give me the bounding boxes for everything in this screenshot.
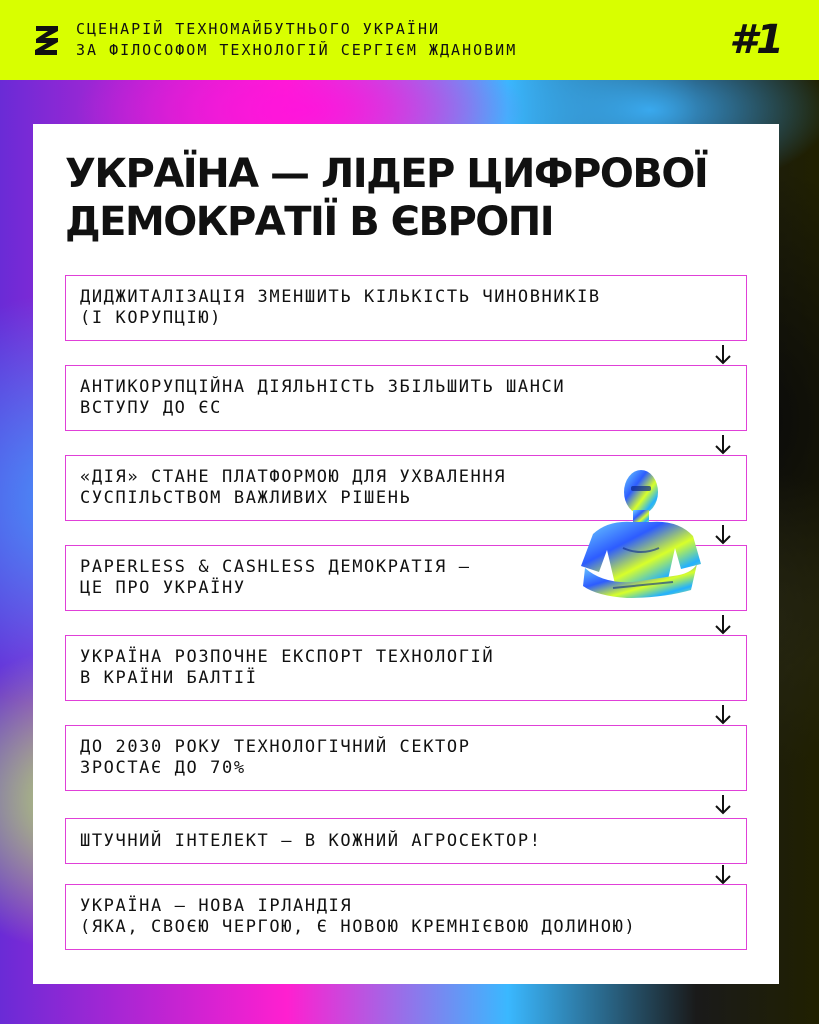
step-text-line: (ЯКА, СВОЄЮ ЧЕРГОЮ, Є НОВОЮ КРЕМНІЄВОЮ ДОЛИНОЮ) xyxy=(80,917,637,937)
content-card xyxy=(33,124,779,984)
step-text-line: УКРАЇНА — НОВА ІРЛАНДІЯ xyxy=(80,896,353,916)
arrow-down-icon xyxy=(711,704,735,726)
step-text-line: В КРАЇНИ БАЛТІЇ xyxy=(80,668,258,688)
arrow-down-icon xyxy=(711,614,735,636)
step-text-line: (І КОРУПЦІЮ) xyxy=(80,308,223,328)
step-box xyxy=(65,725,747,791)
robot-illustration xyxy=(563,464,713,614)
title-line1: УКРАЇНА — ЛІДЕР ЦИФРОВОЇ xyxy=(65,151,708,197)
step-text-line: ЗРОСТАЄ ДО 70% xyxy=(80,758,246,778)
arrow-down-icon xyxy=(711,794,735,816)
step-box xyxy=(65,884,747,950)
step-text-line: УКРАЇНА РОЗПОЧНЕ ЕКСПОРТ ТЕХНОЛОГІЙ xyxy=(80,647,495,667)
step-text-line: «ДІЯ» СТАНЕ ПЛАТФОРМОЮ ДЛЯ УХВАЛЕННЯ xyxy=(80,467,507,487)
step-box xyxy=(65,275,747,341)
top-banner xyxy=(0,0,819,80)
step-text-line: PAPERLESS & CASHLESS ДЕМОКРАТІЯ — xyxy=(80,557,471,577)
step-text-line: АНТИКОРУПЦІЙНА ДІЯЛЬНІСТЬ ЗБІЛЬШИТЬ ШАНСИ xyxy=(80,377,566,397)
arrow-down-icon xyxy=(711,434,735,456)
series-subtitle-line1: СЦЕНАРІЙ ТЕХНОМАЙБУТНЬОГО УКРАЇНИ xyxy=(76,20,441,38)
step-box xyxy=(65,818,747,864)
series-subtitle xyxy=(76,19,729,61)
arrow-down-icon xyxy=(711,524,735,546)
step-text-line: ВСТУПУ ДО ЄС xyxy=(80,398,223,418)
arrow-down-icon xyxy=(711,864,735,886)
step-text-line: СУСПІЛЬСТВОМ ВАЖЛИВИХ РІШЕНЬ xyxy=(80,488,412,508)
arrow-down-icon xyxy=(711,344,735,366)
issue-number: #1 xyxy=(729,17,783,63)
z-logo-icon xyxy=(32,21,62,59)
step-box xyxy=(65,365,747,431)
title-line2: ДЕМОКРАТІЇ В ЄВРОПІ xyxy=(65,199,554,245)
step-text-line: ШТУЧНИЙ ІНТЕЛЕКТ — В КОЖНИЙ АГРОСЕКТОР! xyxy=(80,830,542,851)
step-box xyxy=(65,635,747,701)
step-text-line: ДИДЖИТАЛІЗАЦІЯ ЗМЕНШИТЬ КІЛЬКІСТЬ ЧИНОВНИКІВ xyxy=(80,287,601,307)
series-subtitle-line2: ЗА ФІЛОСОФОМ ТЕХНОЛОГІЙ СЕРГІЄМ ЖДАНОВИМ xyxy=(76,41,518,59)
step-text-line: ДО 2030 РОКУ ТЕХНОЛОГІЧНИЙ СЕКТОР xyxy=(80,737,471,757)
step-text-line: ЦЕ ПРО УКРАЇНУ xyxy=(80,578,246,598)
page-title xyxy=(65,150,765,246)
